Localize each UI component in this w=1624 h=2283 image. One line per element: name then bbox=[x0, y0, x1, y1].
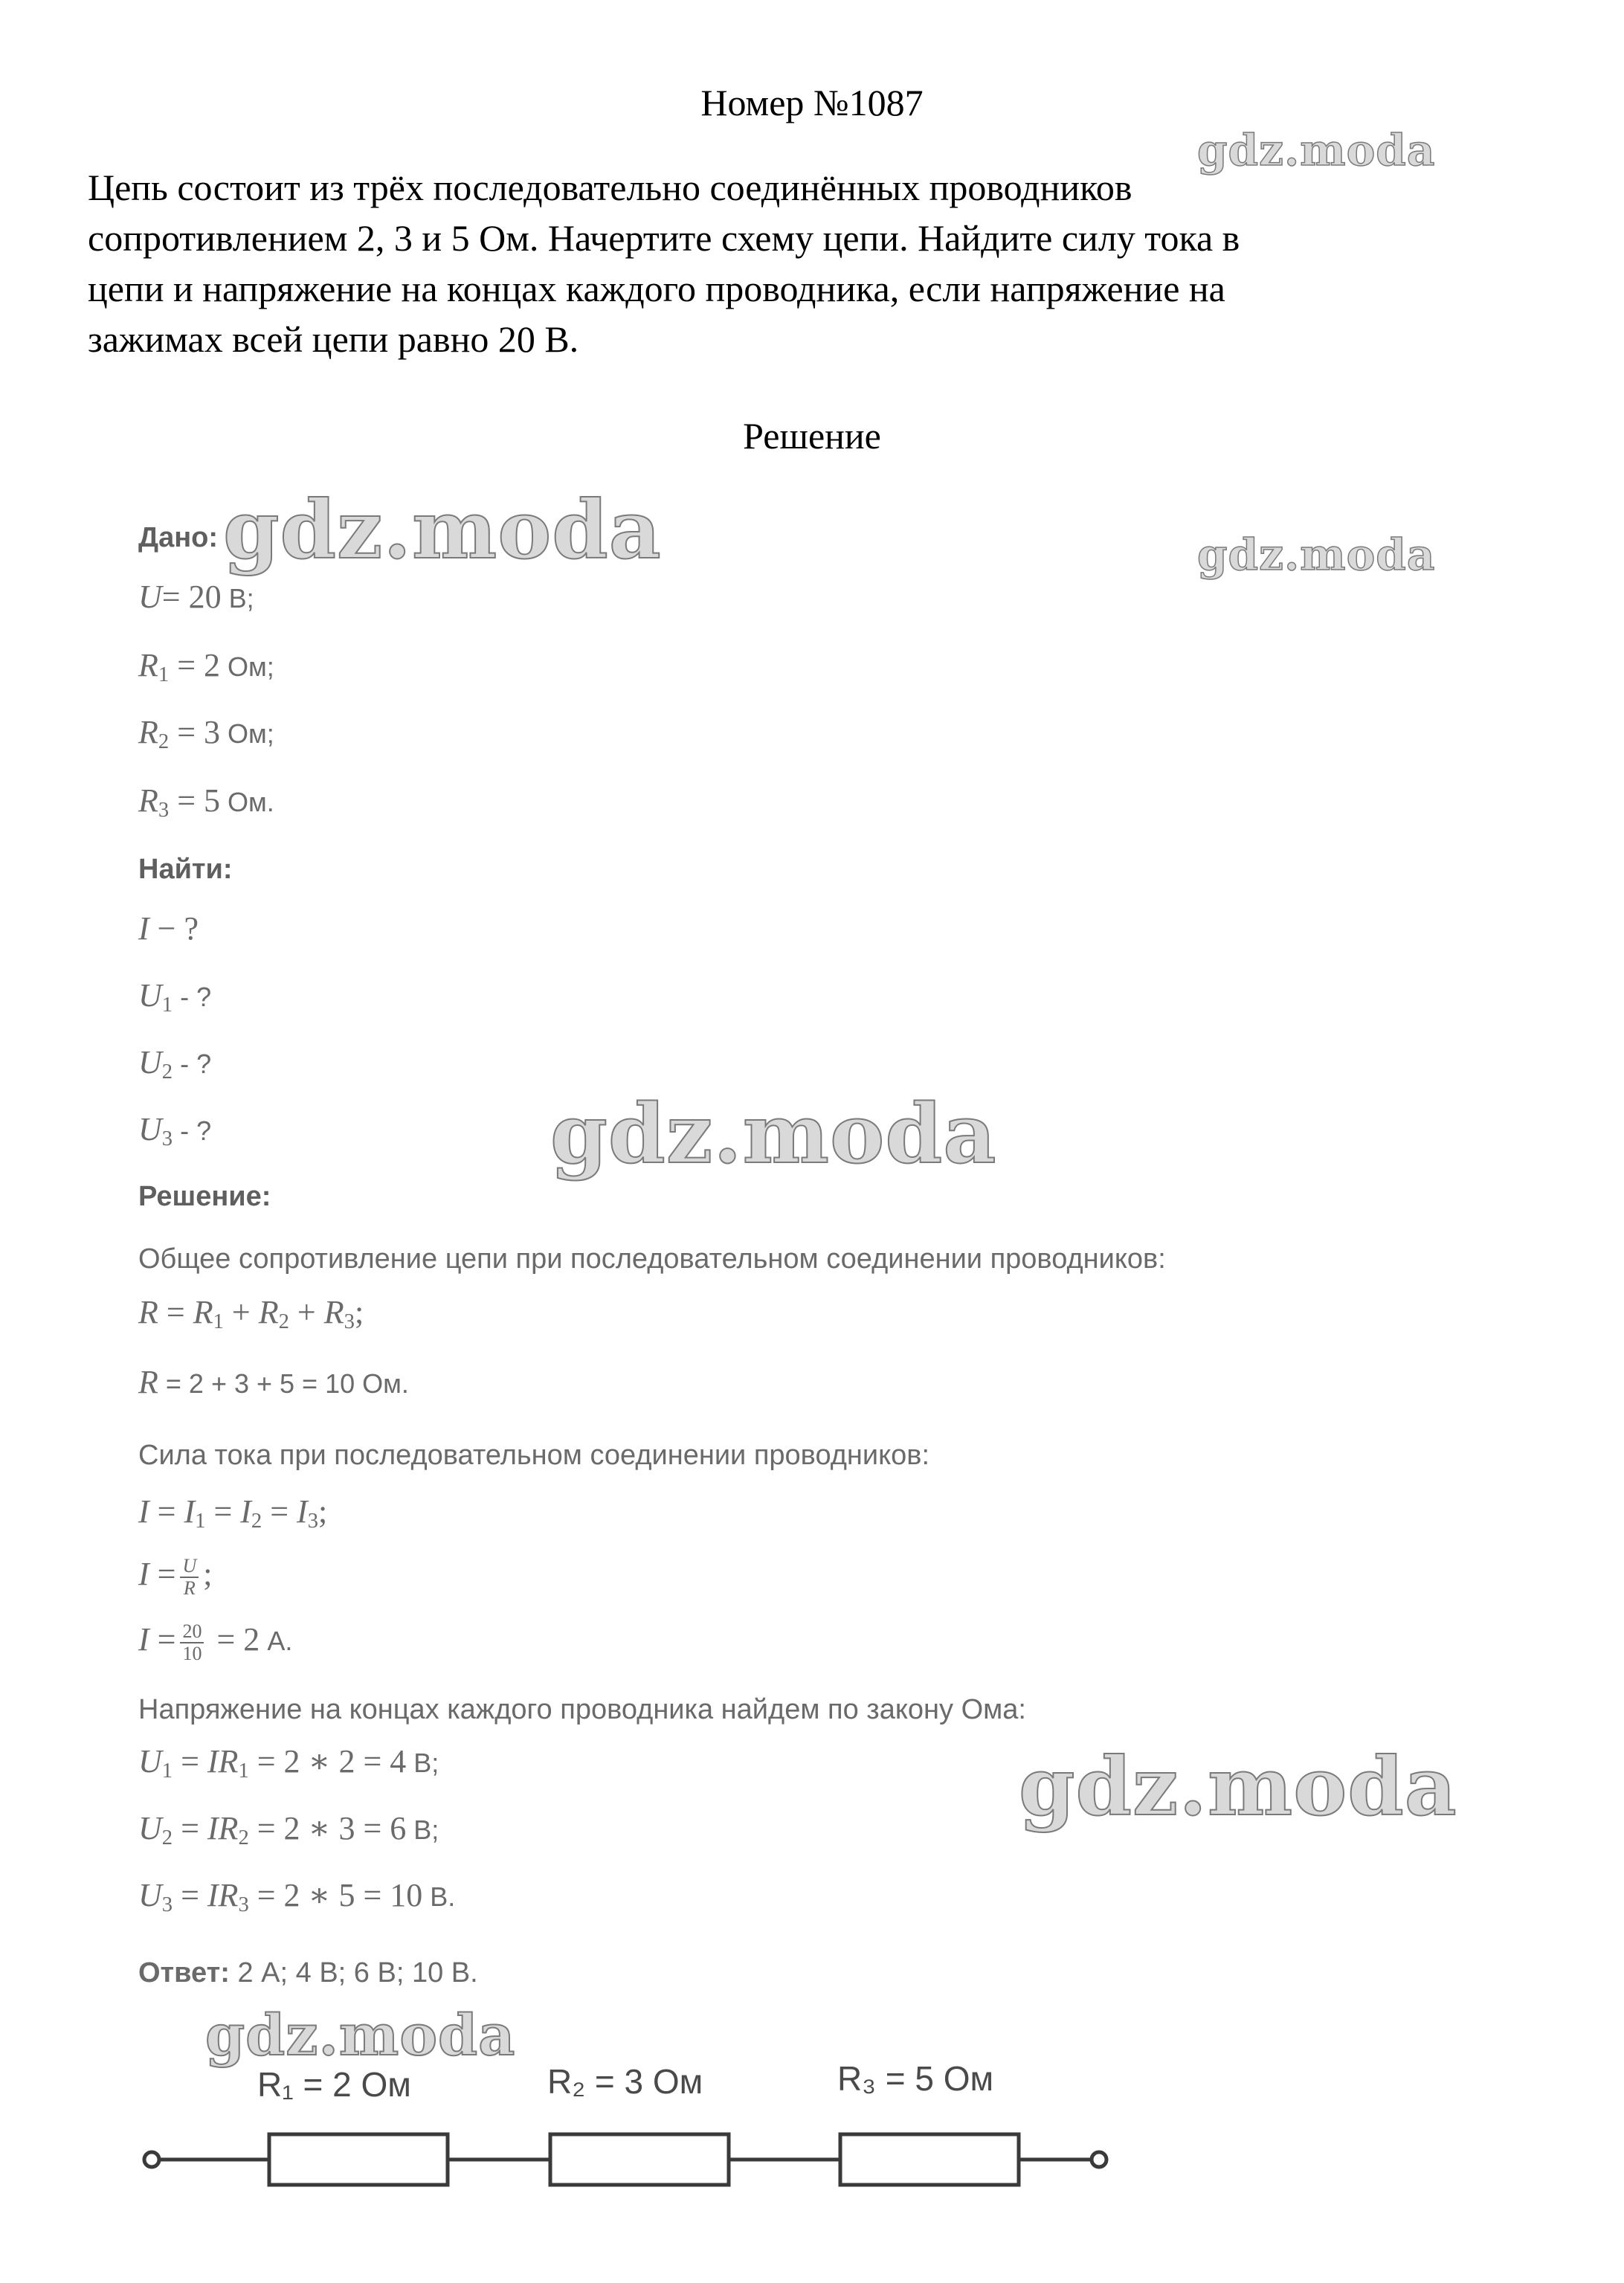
find-u2: $U_2$ - ? bbox=[138, 1044, 212, 1084]
given-r2: $R_2 = 3$ Ом; bbox=[138, 714, 274, 754]
problem-line: цепи и напряжение на концах каждого проводника, если напряжение на bbox=[88, 268, 1225, 309]
solution-label: Решение: bbox=[138, 1181, 271, 1212]
problem-line: Цепь состоит из трёх последовательно соединённых проводников bbox=[88, 167, 1132, 208]
resistor-r1 bbox=[269, 2134, 448, 2185]
watermark: gdz.moda bbox=[550, 1086, 997, 1182]
u3-calc: $U_3 = IR_3 = 2$ ∗ 5 = 10 В. bbox=[138, 1877, 456, 1917]
find-u1: $U_1$ - ? bbox=[138, 977, 212, 1017]
terminal-left bbox=[144, 2152, 159, 2167]
u2-calc: $U_2 = IR_2 = 2$ ∗ 3 = 6 В; bbox=[138, 1810, 439, 1850]
find-label: Найти: bbox=[138, 854, 233, 885]
resistance-calc: R = 2 + 3 + 5 = 10 Ом. bbox=[138, 1364, 409, 1400]
r1-label: R₁ = 2 Ом bbox=[257, 2065, 411, 2104]
given-r3: $R_3 = 5$ Ом. bbox=[138, 782, 274, 822]
resistance-text: Общее сопротивление цепи при последовательном соединении проводников: bbox=[138, 1243, 1166, 1275]
find-i: I − ? bbox=[138, 910, 199, 947]
r2-label: R₂ = 3 Ом bbox=[547, 2062, 703, 2101]
answer: Ответ: 2 А; 4 В; 6 В; 10 В. bbox=[138, 1957, 478, 1989]
page-title: Номер №1087 bbox=[700, 82, 924, 123]
watermark: gdz.moda bbox=[223, 483, 662, 577]
solution-title: Решение bbox=[743, 415, 881, 457]
find-u3: $U_3$ - ? bbox=[138, 1111, 212, 1151]
current-text: Сила тока при последовательном соединении проводников: bbox=[138, 1440, 930, 1471]
given-label: Дано: bbox=[138, 522, 219, 553]
terminal-right bbox=[1092, 2152, 1106, 2167]
resistor-r2 bbox=[550, 2134, 729, 2185]
given-u: U= 20 В; bbox=[138, 579, 254, 615]
r3-label: R₃ = 5 Ом bbox=[837, 2059, 994, 2098]
problem-line: зажимах всей цепи равно 20 В. bbox=[88, 318, 579, 360]
current-ohm-law: I = $\frac{U}{R}$ ; bbox=[138, 1555, 213, 1599]
problem-line: сопротивлением 2, 3 и 5 Ом. Начертите схему цепи. Найдите силу тока в bbox=[88, 217, 1240, 259]
watermark: gdz.moda bbox=[205, 2002, 516, 2068]
watermark: gdz.moda bbox=[1197, 125, 1436, 176]
ohm-text: Напряжение на концах каждого проводника найдем по закону Ома: bbox=[138, 1694, 1026, 1725]
resistance-formula: $R = R_1 + R_2 + R_3$; bbox=[138, 1294, 364, 1334]
watermark: gdz.moda bbox=[1197, 529, 1436, 580]
current-equality: $I = I_1 = I_2 = I_3$; bbox=[138, 1493, 328, 1533]
given-r1: $R_1 = 2$ Ом; bbox=[138, 647, 274, 687]
watermark: gdz.moda bbox=[1019, 1740, 1457, 1834]
u1-calc: $U_1 = IR_1 = 2$ ∗ 2 = 4 В; bbox=[138, 1743, 439, 1783]
resistor-r3 bbox=[840, 2134, 1019, 2185]
current-calc: I = $\frac{20}{10}$ = 2 А. bbox=[138, 1620, 293, 1664]
